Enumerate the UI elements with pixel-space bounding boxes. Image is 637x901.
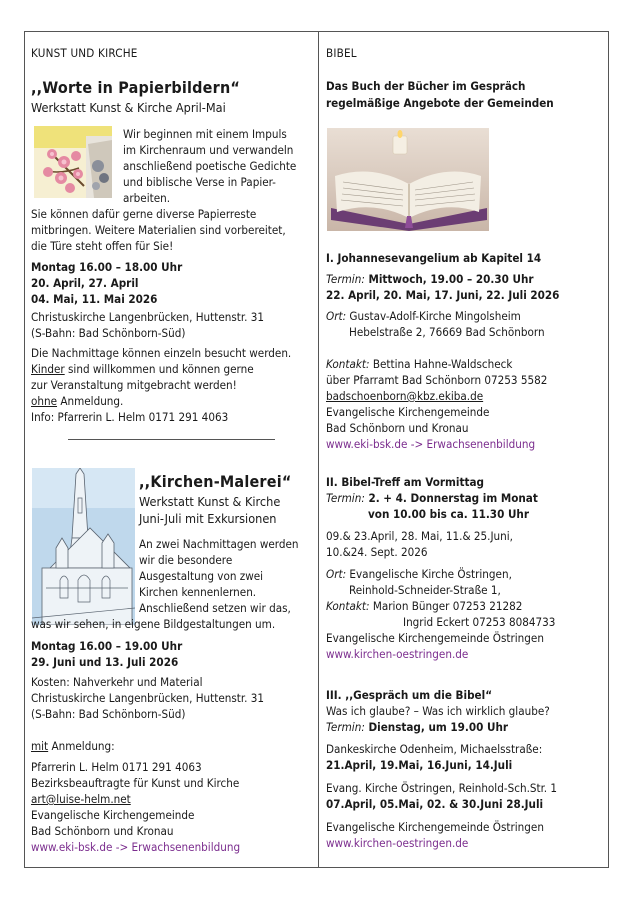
email-link[interactable]: art@luise-helm.net: [31, 792, 131, 806]
separator: [68, 439, 275, 440]
note-line: zur Veranstaltung mitgebracht werden!: [31, 378, 237, 392]
website-link[interactable]: www.eki-bsk.de -> Erwachsenenbildung: [31, 840, 241, 854]
event-dates: 10.&24. Sept. 2026: [326, 545, 428, 559]
article-subtitle: Werkstatt Kunst & Kirche April-Mai: [31, 100, 226, 115]
website-link[interactable]: www.kirchen-oestringen.de: [326, 836, 469, 850]
event-place: Christuskirche Langenbrücken, Huttenstr. 31: [31, 691, 265, 705]
event-dates: 22. April, 20. Mai, 17. Juni, 22. Juli 2026: [326, 288, 560, 302]
registration-text: Anmeldung:: [48, 739, 115, 753]
paper-flowers-image: [34, 126, 112, 198]
contact-line: Pfarrerin L. Helm 0171 291 4063: [31, 760, 202, 774]
registration-note: [31, 393, 123, 409]
org-line: Bad Schönborn und Kronau: [31, 824, 174, 838]
termin-time: von 10.00 bis ca. 11.30 Uhr: [368, 507, 529, 521]
ort-line: [326, 308, 521, 324]
church-drawing-image: [32, 468, 135, 625]
event-dates: 29. Juni und 13. Juli 2026: [31, 655, 179, 669]
info-contact: Info: Pfarrerin L. Helm 0171 291 4063: [31, 410, 229, 424]
costs-line: Kosten: Nahverkehr und Material: [31, 675, 203, 689]
intro-line: Anschließend setzen wir das,: [139, 601, 291, 615]
event-place: Christuskirche Langenbrücken, Huttenstr. 31: [31, 310, 265, 324]
event-dates: 04. Mai, 11. Mai 2026: [31, 292, 158, 306]
section-title: I. Johannesevangelium ab Kapitel 14: [326, 251, 542, 265]
kontakt-label: Kontakt:: [326, 599, 370, 613]
question-line: Was ich glaube? – Was ich wirklich glaube?: [326, 704, 550, 718]
event-dates: 21.April, 19.Mai, 16.Juni, 14.Juli: [326, 758, 513, 772]
column-divider: [318, 31, 319, 868]
intro-line: wir die besondere: [139, 553, 233, 567]
section-title: II. Bibel-Treff am Vormittag: [326, 475, 484, 489]
place-line: Evang. Kirche Östringen, Reinhold-Sch.Str. 1: [326, 781, 558, 795]
kontakt-line: [326, 598, 522, 614]
kontakt-label: Kontakt:: [326, 357, 370, 371]
ort-address: Hebelstraße 2, 76669 Bad Schönborn: [349, 325, 545, 339]
termin-line: [326, 719, 508, 735]
body-line: Sie können dafür gerne diverse Papierreste: [31, 207, 257, 221]
termin-line: [326, 490, 538, 506]
intro-line: Ausgestaltung von zwei: [139, 569, 264, 583]
org-line: Bad Schönborn und Kronau: [326, 421, 469, 435]
ohne-word: ohne: [31, 394, 58, 408]
website-link[interactable]: www.eki-bsk.de -> Erwachsenenbildung: [326, 437, 536, 451]
event-transport: (S-Bahn: Bad Schönborn-Süd): [31, 707, 186, 721]
note-text: sind willkommen und können gerne: [64, 362, 254, 376]
article-title: ,,Worte in Papierbildern“: [31, 78, 241, 97]
contact-line: Bezirksbeauftragte für Kunst und Kirche: [31, 776, 240, 790]
note-line: Die Nachmittage können einzeln besucht werden.: [31, 346, 292, 360]
ort-label: Ort:: [326, 309, 347, 323]
kontakt-value: Bettina Hahne-Waldscheck: [369, 357, 513, 371]
event-time: Montag 16.00 – 18.00 Uhr: [31, 260, 183, 274]
event-dates: 07.April, 05.Mai, 02. & 30.Juni 28.Juli: [326, 797, 544, 811]
registration-note: [31, 738, 115, 754]
termin-line: [326, 271, 534, 287]
termin-label: Termin:: [326, 272, 365, 286]
event-dates: 20. April, 27. April: [31, 276, 139, 290]
intro-line: arbeiten.: [123, 191, 171, 205]
ort-label: Ort:: [326, 567, 347, 581]
ort-value: Gustav-Adolf-Kirche Mingolsheim: [346, 309, 521, 323]
intro-line: anschließend poetische Gedichte: [123, 159, 297, 173]
kinder-word: Kinder: [31, 362, 65, 376]
section-header: KUNST UND KIRCHE: [31, 46, 138, 60]
intro-line: und biblische Verse in Papier-: [123, 175, 276, 189]
body-line: mitbringen. Weitere Materialien sind vorbereitet,: [31, 223, 286, 237]
mit-word: mit: [31, 739, 49, 753]
event-time: Montag 16.00 – 19.00 Uhr: [31, 639, 183, 653]
ort-value: Evangelische Kirche Östringen,: [346, 567, 512, 581]
termin-label: Termin:: [326, 720, 365, 734]
ort-line: [326, 566, 512, 582]
event-transport: (S-Bahn: Bad Schönborn-Süd): [31, 326, 186, 340]
intro-heading: Das Buch der Bücher im Gespräch: [326, 79, 526, 93]
body-line: die Türe steht offen für Sie!: [31, 239, 174, 253]
pfarramt-line: über Pfarramt Bad Schönborn 07253 5582: [326, 373, 548, 387]
termin-value: Mittwoch, 19.00 – 20.30 Uhr: [364, 272, 534, 286]
kontakt-line: [326, 356, 512, 372]
ort-address: Reinhold-Schneider-Straße 1,: [349, 583, 501, 597]
intro-line: was wir sehen, in eigene Bildgestaltungen um.: [31, 617, 276, 631]
registration-text: Anmeldung.: [57, 394, 124, 408]
intro-line: im Kirchenraum und verwandeln: [123, 143, 294, 157]
event-dates: 09.& 23.April, 28. Mai, 11.& 25.Juni,: [326, 529, 513, 543]
section-title: III. ,,Gespräch um die Bibel“: [326, 688, 493, 702]
kontakt-value: Ingrid Eckert 07253 8084733: [403, 615, 556, 629]
intro-line: An zwei Nachmittagen werden: [139, 537, 299, 551]
article-title: ,,Kirchen-Malerei“: [139, 472, 292, 491]
kontakt-value: Marion Bünger 07253 21282: [369, 599, 523, 613]
org-line: Evangelische Kirchengemeinde Östringen: [326, 631, 544, 645]
org-line: Evangelische Kirchengemeinde: [326, 405, 490, 419]
org-line: Evangelische Kirchengemeinde: [31, 808, 195, 822]
termin-label: Termin:: [326, 491, 365, 505]
section-header: BIBEL: [326, 46, 357, 60]
email-link[interactable]: badschoenborn@kbz.ekiba.de: [326, 389, 484, 403]
termin-value: Dienstag, um 19.00 Uhr: [364, 720, 509, 734]
place-line: Dankeskirche Odenheim, Michaelsstraße:: [326, 742, 543, 756]
website-link[interactable]: www.kirchen-oestringen.de: [326, 647, 469, 661]
termin-value: 2. + 4. Donnerstag im Monat: [364, 491, 538, 505]
open-bible-image: [327, 128, 489, 231]
org-line: Evangelische Kirchengemeinde Östringen: [326, 820, 544, 834]
intro-heading: regelmäßige Angebote der Gemeinden: [326, 96, 554, 110]
intro-line: Kirchen kennenlernen.: [139, 585, 257, 599]
article-subtitle: Juni-Juli mit Exkursionen: [139, 511, 277, 526]
note-line: [31, 361, 254, 377]
article-subtitle: Werkstatt Kunst & Kirche: [139, 494, 281, 509]
intro-line: Wir beginnen mit einem Impuls: [123, 127, 287, 141]
